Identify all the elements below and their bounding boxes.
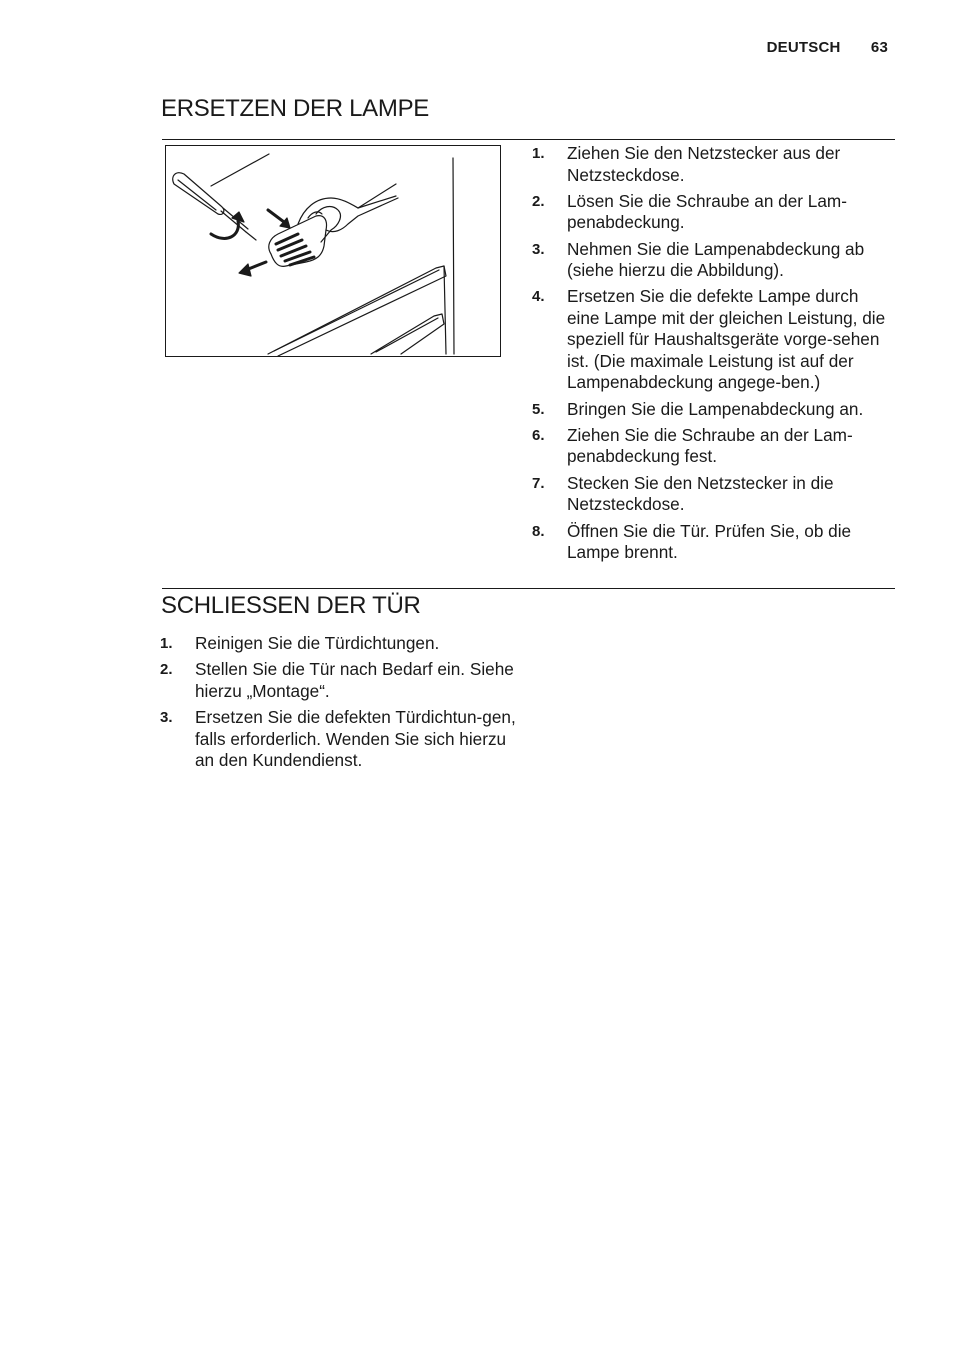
step-number: 3. xyxy=(532,240,545,258)
step-number: 5. xyxy=(532,400,545,418)
step-text: Ziehen Sie den Netzstecker aus der Netzsteckdose. xyxy=(567,143,841,185)
list-item xyxy=(532,473,892,516)
page-number: 63 xyxy=(870,39,888,56)
step-text: Ziehen Sie die Schraube an der Lam-penabdeckung fest. xyxy=(567,424,853,467)
step-number: 7. xyxy=(532,474,545,492)
step-number: 4. xyxy=(532,288,545,306)
step-number: 2. xyxy=(160,661,173,679)
list-item xyxy=(532,521,892,564)
replace-lamp-steps xyxy=(532,143,892,568)
list-item xyxy=(160,659,520,702)
step-text: Bringen Sie die Lampenabdeckung an. xyxy=(567,398,864,419)
section-divider xyxy=(162,588,895,589)
page-header xyxy=(767,39,888,56)
step-text: Nehmen Sie die Lampenabdeckung ab (siehe hierzu die Abbildung). xyxy=(567,238,865,281)
step-number: 8. xyxy=(532,522,545,540)
step-text: Ersetzen Sie die defekte Lampe durch eine Lampe mit der gleichen Leistung, die speziell für Haushaltsgeräte vorge-sehen ist. (Die maximale Leistung ist auf der Lampenabdeckung angege-ben.) xyxy=(567,286,886,393)
step-text: Lösen Sie die Schraube an der Lam-penabdeckung. xyxy=(567,190,847,233)
close-door-steps xyxy=(160,633,520,776)
step-number: 2. xyxy=(532,192,545,210)
section-title-replace-lamp: ERSETZEN DER LAMPE xyxy=(161,95,429,122)
list-item xyxy=(532,286,892,394)
section-title-close-door: SCHLIESSEN DER TÜR xyxy=(161,592,421,619)
list-item xyxy=(532,143,892,186)
step-text: Ersetzen Sie die defekten Türdichtun-gen, falls erforderlich. Wenden Sie sich hierzu an den Kundendienst. xyxy=(195,707,516,771)
list-item xyxy=(532,239,892,282)
section-divider xyxy=(162,139,895,140)
language-label: DEUTSCH xyxy=(766,39,841,56)
step-text: Reinigen Sie die Türdichtungen. xyxy=(195,633,440,653)
step-number: 6. xyxy=(532,426,545,444)
step-number: 1. xyxy=(160,635,173,652)
step-number: 1. xyxy=(532,145,545,162)
list-item xyxy=(532,399,892,421)
list-item xyxy=(160,707,520,772)
lamp-replacement-illustration xyxy=(165,145,501,357)
list-item xyxy=(160,633,520,655)
list-item xyxy=(532,425,892,468)
list-item xyxy=(532,191,892,234)
step-text: Stecken Sie den Netzstecker in die Netzsteckdose. xyxy=(567,472,834,515)
step-number: 3. xyxy=(160,709,173,727)
step-text: Stellen Sie die Tür nach Bedarf ein. Siehe hierzu „Montage“. xyxy=(195,659,514,701)
step-text: Öffnen Sie die Tür. Prüfen Sie, ob die Lampe brennt. xyxy=(567,520,852,563)
